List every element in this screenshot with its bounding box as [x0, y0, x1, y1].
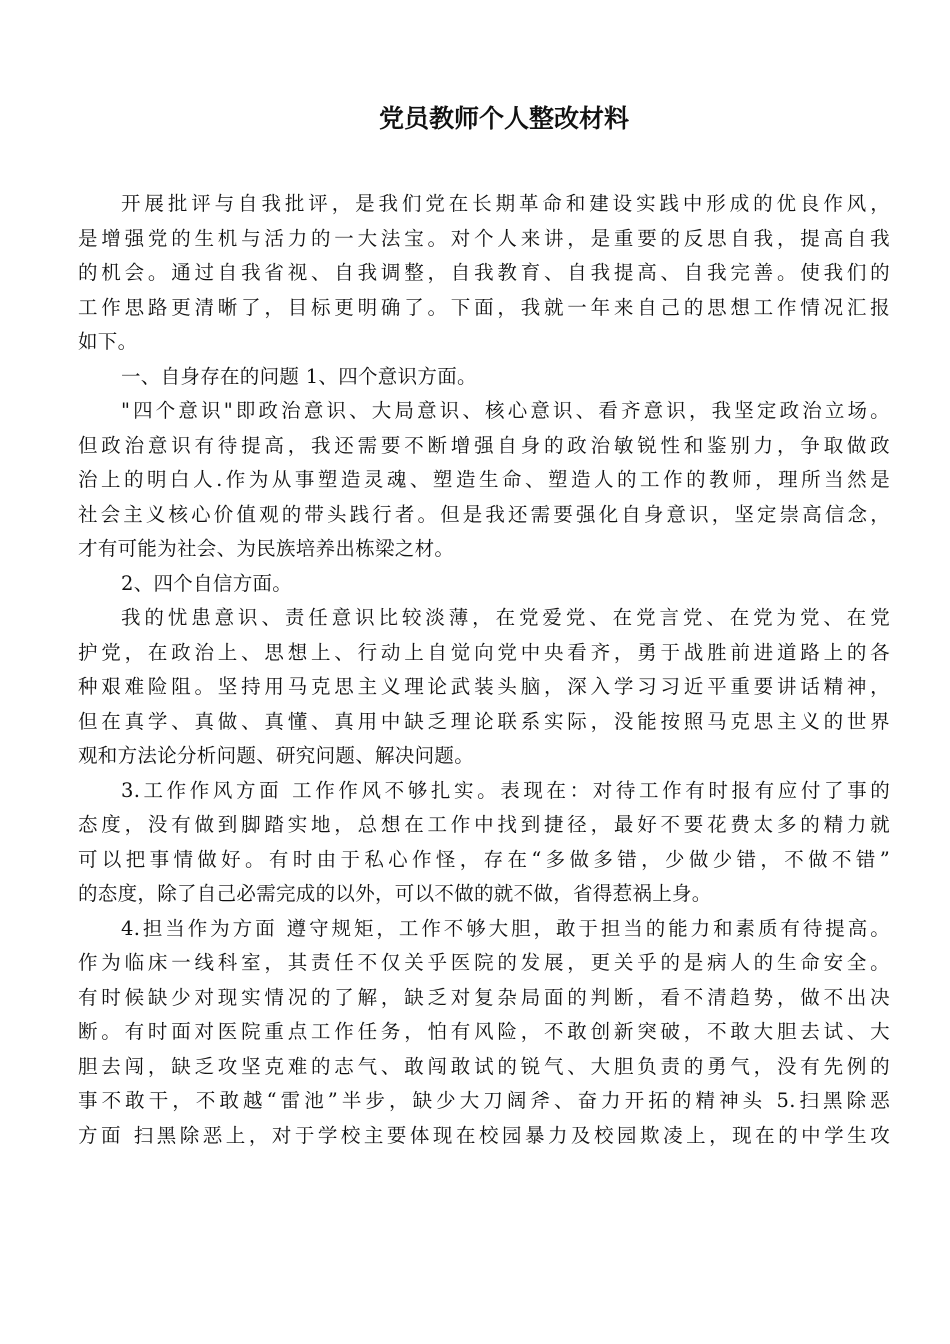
- text-line: 2、四个自信方面。: [121, 571, 293, 595]
- text-line: 但在真学、真做、真懂、真用中缺乏理论联系实际，没能按照马克思主义的世界: [78, 709, 890, 733]
- text-line: 4.担当作为方面 遵守规矩，工作不够大胆，敢于担当的能力和素质有待提高。: [121, 916, 890, 940]
- text-line: 社会主义核心价值观的带头践行者。但是我还需要强化自身意识，坚定崇高信念，: [78, 502, 890, 526]
- text-line: 才有可能为社会、为民族培养出栋梁之材。: [78, 537, 455, 560]
- text-line: 方面 扫黑除恶上，对于学校主要体现在校园暴力及校园欺凌上，现在的中学生攻: [78, 1123, 890, 1147]
- text-line: 3.工作作风方面 工作作风不够扎实。表现在：对待工作有时报有应付了事的: [121, 778, 890, 802]
- text-line: 断。有时面对医院重点工作任务，怕有风险，不敢创新突破，不敢大胆去试、大: [78, 1020, 890, 1043]
- text-line: 一、自身存在的问题 1、四个意识方面。: [121, 364, 477, 388]
- text-line: 态度，没有做到脚踏实地，总想在工作中找到捷径，最好不要花费太多的精力就: [78, 813, 890, 836]
- text-line: "四个意识"即政治意识、大局意识、核心意识、看齐意识，我坚定政治立场。: [121, 399, 890, 422]
- text-line: 开展批评与自我批评，是我们党在长期革命和建设实践中形成的优良作风，: [121, 192, 890, 215]
- text-line: 胆去闯，缺乏攻坚克难的志气、敢闯敢试的锐气、大胆负责的勇气，没有先例的: [78, 1054, 890, 1078]
- text-line: 种艰难险阻。坚持用马克思主义理论武装头脑，深入学习习近平重要讲话精神，: [78, 675, 890, 698]
- text-line: 事不敢干，不敢越“雷池”半步，缺少大刀阔斧、奋力开拓的精神头 5.扫黑除恶: [78, 1089, 890, 1112]
- text-line: 是增强党的生机与活力的一大法宝。对个人来讲，是重要的反思自我，提高自我: [78, 226, 890, 250]
- text-line: 观和方法论分析问题、研究问题、解决问题。: [78, 744, 475, 767]
- text-line: 如下。: [78, 330, 138, 353]
- document-title: 党员教师个人整改材料: [378, 104, 629, 133]
- text-line: 的机会。通过自我省视、自我调整，自我教育、自我提高、自我完善。使我们的: [78, 261, 890, 284]
- text-line: 护党，在政治上、思想上、行动上自觉向党中央看齐，勇于战胜前进道路上的各: [78, 640, 890, 664]
- text-line: 但政治意识有待提高，我还需要不断增强自身的政治敏锐性和鉴别力，争取做政: [78, 433, 890, 457]
- text-line: 的态度，除了自己必需完成的以外，可以不做的就不做，省得惹祸上身。: [78, 882, 712, 905]
- text-line: 治上的明白人.作为从事塑造灵魂、塑造生命、塑造人的工作的教师，理所当然是: [78, 468, 890, 491]
- text-line: 有时候缺少对现实情况的了解，缺乏对复杂局面的判断，看不清趋势，做不出决: [78, 985, 890, 1009]
- text-line: 工作思路更清晰了，目标更明确了。下面，我就一年来自己的思想工作情况汇报: [78, 295, 890, 319]
- text-line: 我的忧患意识、责任意识比较淡薄，在党爱党、在党言党、在党为党、在党: [121, 606, 890, 629]
- text-line: 作为临床一线科室，其责任不仅关乎医院的发展，更关乎的是病人的生命安全。: [78, 951, 890, 974]
- text-line: 可以把事情做好。有时由于私心作怪，存在“多做多错，少做少错，不做不错”: [78, 847, 890, 871]
- document-body: [78, 187, 890, 1153]
